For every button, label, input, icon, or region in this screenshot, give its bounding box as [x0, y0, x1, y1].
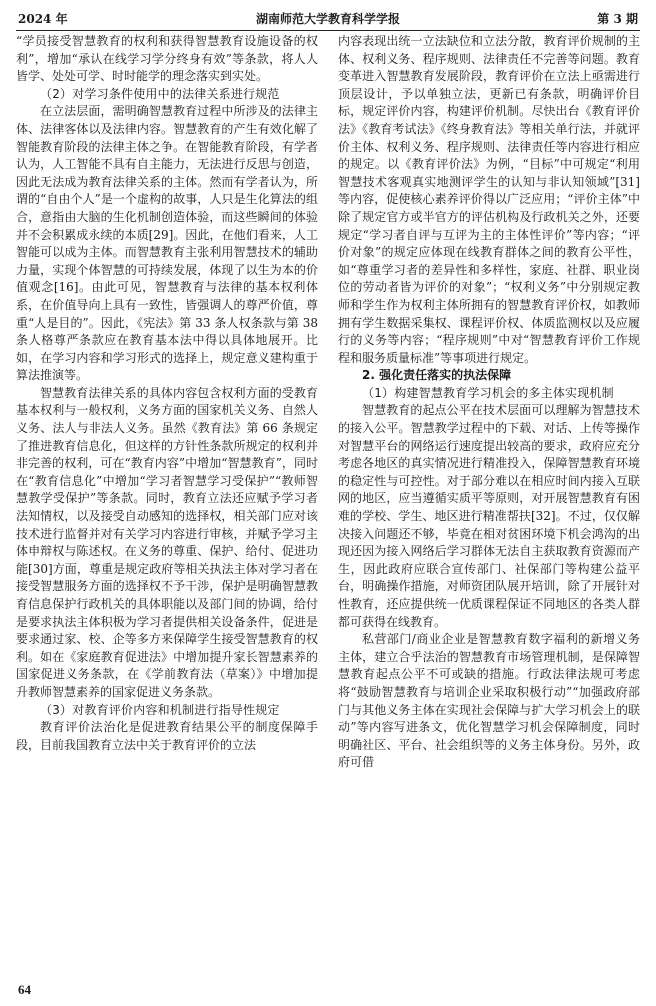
paragraph-continued: “学员接受智慧教育的权利和获得智慧教育设施设备的权利”，增加“承认在线学习学分终身有效”等条款，将人人皆学、处处可学、时时能学的理念落实到实处。	[16, 34, 318, 84]
running-header	[16, 8, 640, 31]
paragraph: 教育评价法治化是促进教育结果公平的制度保障手段，目前我国教育立法中关于教育评价的立法	[16, 720, 318, 752]
paragraph: 智慧教育的起点公平在技术层面可以理解为智慧技术的接入公平。智慧教学过程中的下载、对话、上传等操作对智慧平台的网络运行速度提出较高的要求，政府应充分考虑各地区的真实情况进行精准投入，保障智慧教育环境的稳定性与可控性。对于部分难以在相应时间内接入互联网的地区，应当遵循实质平等原则，对开展智慧教育有困难的学校、学生、地区进行精准帮扶[32]。不过，仅仅解决接入问题还不够，毕竟在相对贫困环境下机会鸿沟的出现还因为接入网络后学习群体无法自主获取教育资源而产生，因此政府应联合宣传部门、社保部门等构建公益平台，明确操作措施，对师资团队展开培训，除了开展针对性教育，还应提供统一优质课程保证不同地区的各类人群都可获得在线教育。	[338, 403, 640, 629]
left-column	[16, 33, 318, 983]
subsection-heading-1: （1）构建智慧教育学习机会的多主体实现机制	[362, 385, 614, 400]
header-issue: 第 3 期	[597, 12, 638, 26]
paragraph: 智慧教育法律关系的具体内容包含权利方面的受教育基本权利与一般权利，义务方面的国家机关义务、自然人义务、法人与非法人义务。虽然《教育法》第 66 条规定了推进教育信息化，但这样的方针性条款所规定的权利并非完善的权利，可在“教育内容”中增加“智慧教育”，同时在“教育信息化”中增加“学习者智慧学习受保护”“教师智慧教学受保护”等条款。同时，教育立法还应赋予学习者法知情权，以及接受自动感知的选择权，相关部门应对该技术进行监督并对有关学习内容进行审核，并赋予学习主体申辩权与陈述权。在义务的尊重、保护、给付、促进功能[30]方面，尊重是规定政府等相关执法主体对学习者在接受智慧服务方面的选择权不予干涉，保护是明确智慧教育信息保护行政机关的具体职能以及部门间的协调，给付是要求执法主体积极为学习者提供相关设备条件，促进是要求通过家、校、企等多方来保障学生接受智慧教育的权利。如在《家庭教育促进法》中增加提升家长智慧素养的国家促进义务条款，在《学前教育法（草案）》中增加提升教师智慧素养的国家促进义务条款。	[16, 385, 318, 699]
paragraph: 私营部门/商业企业是智慧教育数字福利的新增义务主体，建立合乎法治的智慧教育市场管理机制，是保障智慧教育起点公平不可或缺的措施。行政法律法规可考虑将“鼓励智慧教育与培训企业采取积极行动”“加强政府部门与其他义务主体在实现社会保障与扩大学习机会上的联动”等内容写进条文，优化智慧学习机会保障制度，同时明确社区、平台、社会组织等的义务主体身份。另外，政府可借	[338, 632, 640, 770]
section-heading-2: 2. 强化责任落实的执法保障	[362, 368, 512, 383]
right-column	[338, 33, 640, 983]
subsection-heading-2: （2）对学习条件使用中的法律关系进行规范	[40, 86, 280, 101]
header-journal-title: 湖南师范大学教育科学学报	[255, 12, 400, 26]
subsection-heading-3: （3）对教育评价内容和机制进行指导性规定	[40, 702, 280, 717]
header-year: 2024 年	[18, 12, 68, 26]
paragraph: 在立法层面，需明确智慧教育过程中所涉及的法律主体、法律客体以及法律内容。智慧教育的产生有效化解了智能教育阶段的法律主体之争。在智能教育阶段，有学者认为，人工智能不具有自主能力，无法进行反思与创造，因此无法成为教育法律关系的主体。然而有学者认为，所谓的“自由个人”是一个虚构的故事，人只是生化算法的组合，意指由大脑的生化机制创造体验，而这些瞬间的体验并不会积累成永续的本质[29]。因此，在他们看来，人工智能可以成为主体。而智慧教育主张利用智慧技术的辅助力量，实现个体智慧的可持续发展，体现了以生为本的价值观念[16]。由此可见，智慧教育与法律的基本权利体系，在价值导向上具有一致性，皆强调人的尊严价值，尊重“人是目的”。因此，《宪法》第 33 条人权条款与第 38 条人格尊严条款应在教育基本法中得以具体地展开。比如，在学习内容和学习形式的选择上，规定意义建构重于算法推演等。	[16, 104, 318, 383]
page-number: 64	[18, 982, 31, 997]
paragraph-continued: 内容表现出统一立法缺位和立法分散，教育评价规制的主体、权利义务、程序规则、法律责任不完善等问题。教育变革进入智慧教育发展阶段，教育评价在立法上亟需进行顶层设计，予以单独立法，更新已有条款，明确评价目标，规定评价内容，构建评价机制。尽快出台《教育评价法》《教育考试法》《终身教育法》等相关单行法，并就评价主体、权利义务、程序规则、法律责任等内容进行相应的规定。以《教育评价法》为例，“目标”中可规定“利用智慧技术客观真实地测评学生的认知与非认知领域”[31]等内容，促使核心素养评价得以广泛应用；“评价主体”中除了规定官方或半官方的评估机构及行政机关之外，还要规定“学习者自评与互评为主的主体性评价”等内容；“评价对象”的规定应体现在线教育群体之间的教育公平性，如“尊重学习者的差异性和多样性，家庭、社群、职业岗位的劳动者皆为评价的对象”；“权利义务”中分别规定教师和学生作为权利主体所拥有的智慧教育评价权，如教师拥有学生数据采集权、课程评价权、体质监测权以及应履行的义务等内容；“程序规则”中对“智慧教育评价工作规程和服务质量标准”等事项进行规定。	[338, 34, 640, 365]
